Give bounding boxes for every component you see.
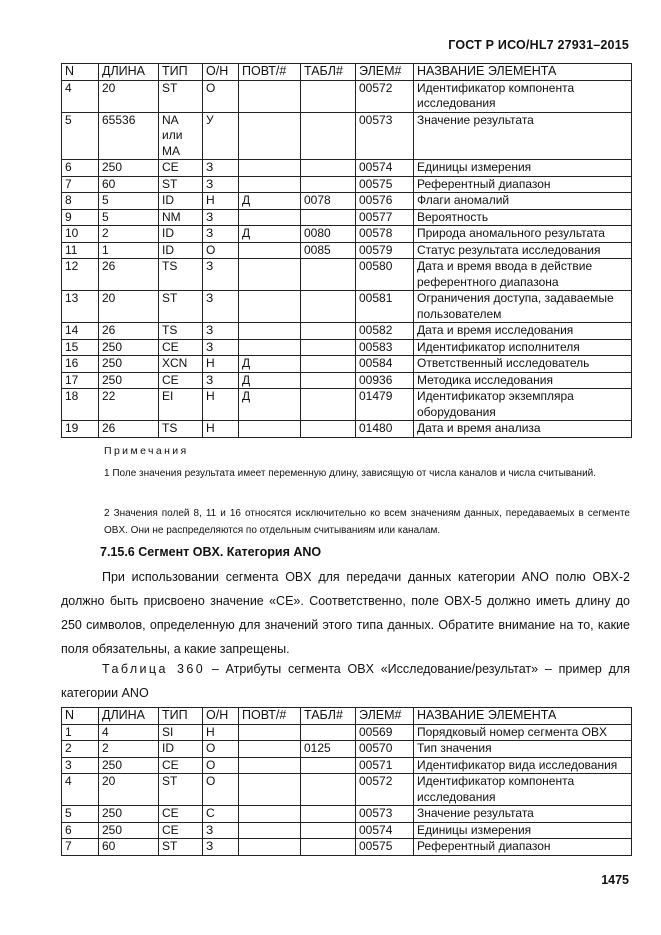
table-cell: 5 [99,193,159,210]
table-cell: 00584 [356,356,414,373]
table-row [62,822,632,839]
table-cell: 00582 [356,323,414,340]
table-cell: 5 [99,209,159,226]
table-cell: 0125 [301,741,356,758]
table-cell [239,209,301,226]
table-cell: 00576 [356,193,414,210]
table-cell [239,323,301,340]
table-cell: 00572 [356,774,414,806]
table-obx-continued [61,63,632,438]
table-cell: Идентификатор компонента исследования [414,774,632,806]
table-cell: 00579 [356,242,414,259]
table-cell: 250 [99,339,159,356]
table-cell: У [203,112,239,160]
table-cell: З [203,160,239,177]
table-cell [239,839,301,856]
table-row [62,724,632,741]
table-cell [301,389,356,421]
table-row [62,757,632,774]
table-cell: ST [159,80,203,112]
table-cell [239,176,301,193]
table-cell: З [203,209,239,226]
table-cell: Н [203,421,239,438]
table-cell: Н [203,389,239,421]
table-cell: 22 [99,389,159,421]
table1-body [62,80,632,437]
table-row [62,80,632,112]
notes-title: Примечания [104,445,189,457]
table-cell [239,160,301,177]
table-cell: З [203,323,239,340]
table-cell: Д [239,356,301,373]
table-cell: 26 [99,323,159,340]
table-cell: З [203,372,239,389]
table-cell: Методика исследования [414,372,632,389]
table-cell: TS [159,421,203,438]
table-row [62,291,632,323]
table-cell: Ответственный исследователь [414,356,632,373]
table-cell: З [203,291,239,323]
table-cell [301,112,356,160]
col-table: ТАБЛ# [301,708,356,725]
table-cell: 2 [62,741,99,758]
table-cell [301,291,356,323]
table-caption-text: – Атрибуты сегмента OBX «Исследование/результат» – пример для категории ANO [61,662,630,700]
table-cell: 00577 [356,209,414,226]
table-cell: TS [159,259,203,291]
table-cell: 4 [99,724,159,741]
table-row [62,160,632,177]
table-cell: CE [159,757,203,774]
table-cell: O [203,774,239,806]
table-cell: Тип значения [414,741,632,758]
document-header: ГОСТ Р ИСО/HL7 27931–2015 [448,38,629,52]
table-cell: З [203,226,239,243]
section-heading: 7.15.6 Сегмент OBX. Категория ANO [100,545,322,559]
table-cell [239,774,301,806]
table-cell: 250 [99,356,159,373]
body-paragraph: При использовании сегмента OBX для передачи данных категории ANO полю OBX-2 должно быть присвоено значение «CE». Соответственно, поле OBX-5 должно иметь длину до 250 символов, определенную для значений этого типа данных. Обратите внимание на то, какие поля обязательны, а какие запрещены. [61,570,630,656]
table-cell: З [203,839,239,856]
table2-header [62,708,632,725]
table-cell: 01479 [356,389,414,421]
col-length: ДЛИНА [99,708,159,725]
table-cell: 250 [99,822,159,839]
table-cell [301,176,356,193]
note-1: 1 Поле значения результата имеет переменную длину, зависящую от числа каналов и числа считываний. [104,468,597,479]
table-cell: 00583 [356,339,414,356]
table-cell [301,356,356,373]
table-row [62,806,632,823]
table-cell: 20 [99,291,159,323]
table-cell: Дата и время анализа [414,421,632,438]
table-caption-label: Таблица 360 [102,662,206,676]
table-cell [301,80,356,112]
table-row [62,741,632,758]
table-row [62,193,632,210]
table-cell: 0078 [301,193,356,210]
col-optionality: О/Н [203,708,239,725]
table-cell: Д [239,226,301,243]
table-cell [301,774,356,806]
table-cell: O [203,757,239,774]
table-row [62,242,632,259]
table-cell: 26 [99,421,159,438]
table-cell [239,259,301,291]
table-cell: Дата и время исследования [414,323,632,340]
col-element-name: НАЗВАНИЕ ЭЛЕМЕНТА [414,708,632,725]
table-cell [239,80,301,112]
table-cell: Д [239,372,301,389]
col-length: ДЛИНА [99,64,159,81]
table-cell: 00575 [356,839,414,856]
table-cell: Н [203,193,239,210]
table-cell: Единицы измерения [414,160,632,177]
table-cell: ID [159,193,203,210]
col-element-name: НАЗВАНИЕ ЭЛЕМЕНТА [414,64,632,81]
table-cell: O [203,242,239,259]
table-cell: CE [159,160,203,177]
table-cell: 9 [62,209,99,226]
table-row [62,259,632,291]
table-cell: 20 [99,80,159,112]
table-cell: 12 [62,259,99,291]
table-cell: 2 [99,741,159,758]
note-2: 2 Значения полей 8, 11 и 16 относятся исключительно ко всем значениям данных, передаваемых в сегменте OBX. Они не распределяются по отдельным считываниям или каналам. [104,508,630,536]
table-cell: ST [159,291,203,323]
col-type: ТИП [159,64,203,81]
table-cell: 5 [62,806,99,823]
table-cell: Н [203,724,239,741]
col-n: N [62,64,99,81]
table-cell: ID [159,226,203,243]
table-cell: XCN [159,356,203,373]
table-row [62,356,632,373]
table-cell: 250 [99,806,159,823]
table-cell [239,339,301,356]
table-cell: TS [159,323,203,340]
table-cell: 11 [62,242,99,259]
table-caption [61,657,630,705]
table-cell: 17 [62,372,99,389]
table-row [62,209,632,226]
table-cell [301,160,356,177]
table-cell: 00574 [356,160,414,177]
table-360 [61,707,632,856]
table-cell: 13 [62,291,99,323]
col-optionality: О/Н [203,64,239,81]
table-cell: Порядковый номер сегмента OBX [414,724,632,741]
table-cell: CE [159,339,203,356]
table-cell [239,242,301,259]
table-cell [301,724,356,741]
table-cell: 00572 [356,80,414,112]
table-cell [239,291,301,323]
table-cell: Ограничения доступа, задаваемые пользователем [414,291,632,323]
table-cell: Значение результата [414,112,632,160]
table-cell: 0080 [301,226,356,243]
table-row [62,389,632,421]
col-repeat: ПОВТ/# [239,64,301,81]
table1-header [62,64,632,81]
table-cell: 250 [99,160,159,177]
table-cell: 10 [62,226,99,243]
table-cell: 5 [62,112,99,160]
table-row [62,176,632,193]
table-cell [301,839,356,856]
table-cell [239,806,301,823]
table-cell: 16 [62,356,99,373]
table-cell: ST [159,839,203,856]
table-cell: 00936 [356,372,414,389]
table-cell: 60 [99,176,159,193]
table-cell [239,822,301,839]
table-cell [301,806,356,823]
table-cell [301,757,356,774]
table-cell: Статус результата исследования [414,242,632,259]
table-cell: Н [203,356,239,373]
table-cell: 18 [62,389,99,421]
table-cell: 00575 [356,176,414,193]
table-cell: 01480 [356,421,414,438]
table-cell: Референтный диапазон [414,176,632,193]
table-cell: Референтный диапазон [414,839,632,856]
table-cell [301,421,356,438]
table-cell [301,339,356,356]
table-cell [239,112,301,160]
table-row [62,112,632,160]
table-cell: Идентификатор вида исследования [414,757,632,774]
table-cell: З [203,339,239,356]
table-cell [301,209,356,226]
table-cell: 6 [62,160,99,177]
table-cell: 3 [62,757,99,774]
table-row [62,339,632,356]
table-cell: 00574 [356,822,414,839]
table-cell: ID [159,242,203,259]
table-cell: CE [159,372,203,389]
table-cell: O [203,80,239,112]
table-cell: 2 [99,226,159,243]
table-cell [239,741,301,758]
table-cell: 8 [62,193,99,210]
table-cell: 19 [62,421,99,438]
col-type: ТИП [159,708,203,725]
table-cell: Идентификатор исполнителя [414,339,632,356]
table-cell: 14 [62,323,99,340]
table-cell [301,822,356,839]
table-cell: 00580 [356,259,414,291]
table-cell: 00571 [356,757,414,774]
table-cell [301,323,356,340]
table-cell: Вероятность [414,209,632,226]
table-cell: 1 [99,242,159,259]
table-cell [301,372,356,389]
table-cell: 4 [62,80,99,112]
table-cell: CE [159,806,203,823]
table-cell: 26 [99,259,159,291]
table-cell: Единицы измерения [414,822,632,839]
table-cell: 00569 [356,724,414,741]
table-cell: 00578 [356,226,414,243]
table-cell: З [203,259,239,291]
table-cell: 250 [99,372,159,389]
table-cell: CE [159,822,203,839]
table-cell: O [203,741,239,758]
table-cell: Значение результата [414,806,632,823]
table2-body [62,724,632,855]
table-cell [239,421,301,438]
table-cell: NM [159,209,203,226]
table-cell: 7 [62,176,99,193]
table-cell: ST [159,774,203,806]
table-cell [301,259,356,291]
table-cell: 00573 [356,806,414,823]
table-cell: Д [239,193,301,210]
col-n: N [62,708,99,725]
table-cell: 20 [99,774,159,806]
table-row [62,839,632,856]
table-cell: 65536 [99,112,159,160]
table-cell: 4 [62,774,99,806]
table-row [62,774,632,806]
col-table: ТАБЛ# [301,64,356,81]
table-cell: Дата и время ввода в действие референтного диапазона [414,259,632,291]
col-repeat: ПОВТ/# [239,708,301,725]
table-cell: Идентификатор компонента исследования [414,80,632,112]
table-cell: С [203,806,239,823]
table-cell: Природа аномального результата [414,226,632,243]
table-cell: 15 [62,339,99,356]
table-cell: EI [159,389,203,421]
table-row [62,323,632,340]
table-row [62,372,632,389]
table-cell: Идентификатор экземпляра оборудования [414,389,632,421]
table-cell: ID [159,741,203,758]
table-cell: 1 [62,724,99,741]
table-cell: 60 [99,839,159,856]
table-cell: 00573 [356,112,414,160]
table-cell: 7 [62,839,99,856]
col-element: ЭЛЕМ# [356,64,414,81]
table-row [62,421,632,438]
table-cell: 00581 [356,291,414,323]
table-cell: 0085 [301,242,356,259]
col-element: ЭЛЕМ# [356,708,414,725]
table-cell: З [203,176,239,193]
table-row [62,226,632,243]
table-cell: 00570 [356,741,414,758]
table-cell: 6 [62,822,99,839]
table-cell: SI [159,724,203,741]
table-cell [239,724,301,741]
table-cell: NA или MA [159,112,203,160]
page-number: 1475 [601,873,629,887]
table-cell: З [203,822,239,839]
table-cell [239,757,301,774]
table-cell: 250 [99,757,159,774]
table-cell: Флаги аномалий [414,193,632,210]
table-cell: ST [159,176,203,193]
table-cell: Д [239,389,301,421]
